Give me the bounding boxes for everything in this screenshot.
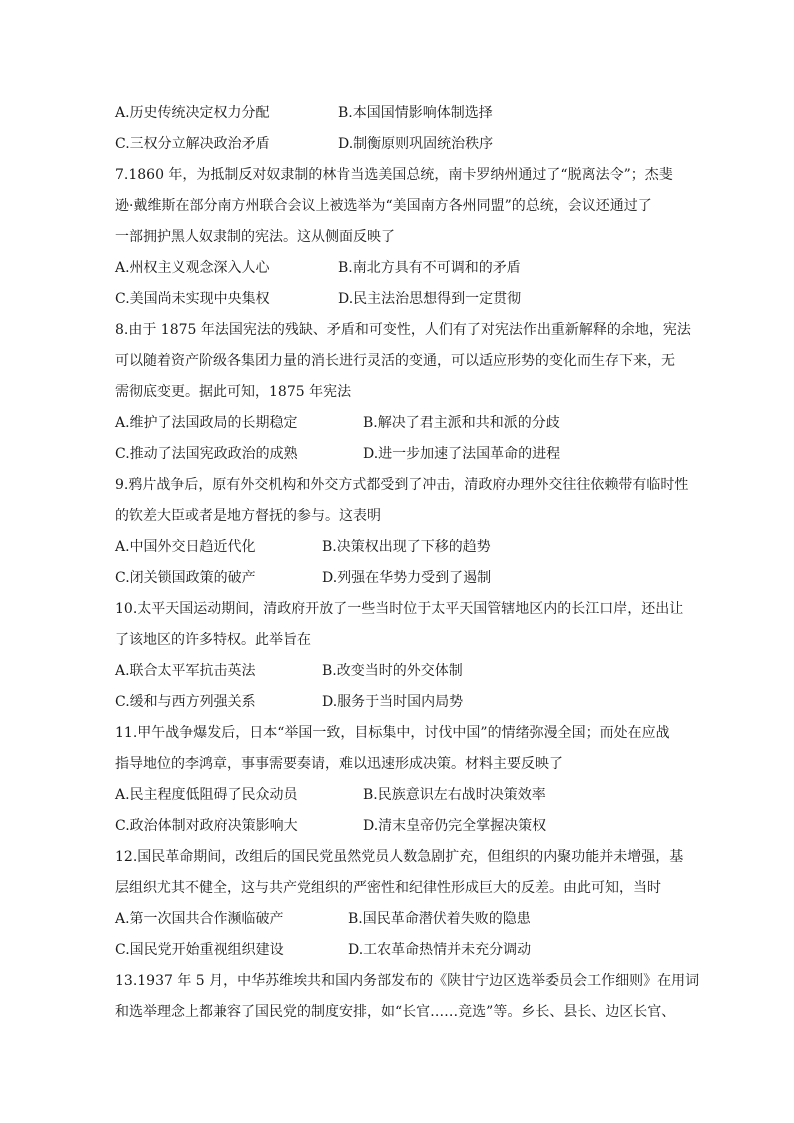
question-12-option-a: A.第一次国共合作濒临破产 xyxy=(115,911,284,927)
question-7-option-c: C.美国尚未实现中央集权 xyxy=(115,291,270,307)
question-7-line-1: 7.1860 年，为抵制反对奴隶制的林肯当选美国总统，南卡罗纳州通过了“脱离法令”；杰斐 xyxy=(115,167,673,183)
question-10-line-1: 10.太平天国运动期间，清政府开放了一些当时位于太平天国管辖地区内的长江口岸，还出让 xyxy=(115,601,684,617)
question-9-line-1: 9.鸦片战争后，原有外交机构和外交方式都受到了冲击，清政府办理外交往往依赖带有临时性 xyxy=(115,477,689,493)
question-12-option-d: D.工农革命热情并未充分调动 xyxy=(348,942,532,958)
question-13-line-2: 和选举理念上都兼容了国民党的制度安排，如“长官……竞选”等。乡长、县长、边区长官、 xyxy=(115,1004,676,1020)
question-12-line-1: 12.国民革命期间，改组后的国民党虽然党员人数急剧扩充，但组织的内聚功能并未增强，基 xyxy=(115,849,684,865)
question-10-option-a: A.联合太平军抗击英法 xyxy=(115,663,256,679)
question-9-option-b: B.决策权出现了下移的趋势 xyxy=(322,539,491,555)
question-9-option-c: C.闭关锁国政策的破产 xyxy=(115,570,256,586)
question-11-line-2: 指导地位的李鸿章，事事需要奏请，难以迅速形成决策。材料主要反映了 xyxy=(115,756,563,772)
question-9-line-2: 的钦差大臣或者是地方督抚的参与。这表明 xyxy=(115,508,381,524)
question-12-line-2: 层组织尤其不健全，这与共产党组织的严密性和纪律性形成巨大的反差。由此可知，当时 xyxy=(115,880,661,896)
option-a: A.历史传统决定权力分配 xyxy=(115,105,270,121)
question-10-option-d: D.服务于当时国内局势 xyxy=(322,694,464,710)
question-12-option-c: C.国民党开始重视组织建设 xyxy=(115,942,284,958)
question-7-option-d: D.民主法治思想得到一定贯彻 xyxy=(338,291,522,307)
question-11-option-c: C.政治体制对政府决策影响大 xyxy=(115,818,298,834)
question-11-option-d: D.清末皇帝仍完全掌握决策权 xyxy=(363,818,547,834)
question-7-option-b: B.南北方具有不可调和的矛盾 xyxy=(338,260,521,276)
option-b: B.本国国情影响体制选择 xyxy=(338,105,493,121)
question-8-option-b: B.解决了君主派和共和派的分歧 xyxy=(363,415,560,431)
question-10-line-2: 了该地区的许多特权。此举旨在 xyxy=(115,632,311,648)
option-d: D.制衡原则巩固统治秩序 xyxy=(338,136,494,152)
question-10-option-b: B.改变当时的外交体制 xyxy=(322,663,463,679)
question-7-line-2: 逊·戴维斯在部分南方州联合会议上被选举为“美国南方各州同盟”的总统，会议还通过了 xyxy=(115,198,652,214)
question-8-option-a: A.维护了法国政局的长期稳定 xyxy=(115,415,298,431)
question-13-line-1: 13.1937 年 5 月，中华苏维埃共和国内务部发布的《陕甘宁边区选举委员会工作细则》在用词 xyxy=(115,973,700,989)
question-7-option-a: A.州权主义观念深入人心 xyxy=(115,260,270,276)
question-8-line-1: 8.由于 1875 年法国宪法的残缺、矛盾和可变性，人们有了对宪法作出重新解释的余地，宪法 xyxy=(115,322,691,338)
question-8-option-d: D.进一步加速了法国革命的进程 xyxy=(363,446,561,462)
question-7-line-3: 一部拥护黑人奴隶制的宪法。这从侧面反映了 xyxy=(115,229,395,245)
option-c: C.三权分立解决政治矛盾 xyxy=(115,136,270,152)
question-9-option-a: A.中国外交日趋近代化 xyxy=(115,539,256,555)
question-8-line-3: 需彻底变更。据此可知，1875 年宪法 xyxy=(115,384,352,400)
question-8-option-c: C.推动了法国宪政政治的成熟 xyxy=(115,446,298,462)
question-11-option-a: A.民主程度低阻碍了民众动员 xyxy=(115,787,298,803)
question-8-line-2: 可以随着资产阶级各集团力量的消长进行灵活的变通，可以适应形势的变化而生存下来，无 xyxy=(115,353,675,369)
question-12-option-b: B.国民革命潜伏着失败的隐患 xyxy=(348,911,531,927)
question-10-option-c: C.缓和与西方列强关系 xyxy=(115,694,256,710)
question-11-line-1: 11.甲午战争爆发后，日本“举国一致，目标集中，讨伐中国”的情绪弥漫全国；而处在应战 xyxy=(115,725,670,741)
question-9-option-d: D.列强在华势力受到了遏制 xyxy=(322,570,492,586)
question-11-option-b: B.民族意识左右战时决策效率 xyxy=(363,787,546,803)
